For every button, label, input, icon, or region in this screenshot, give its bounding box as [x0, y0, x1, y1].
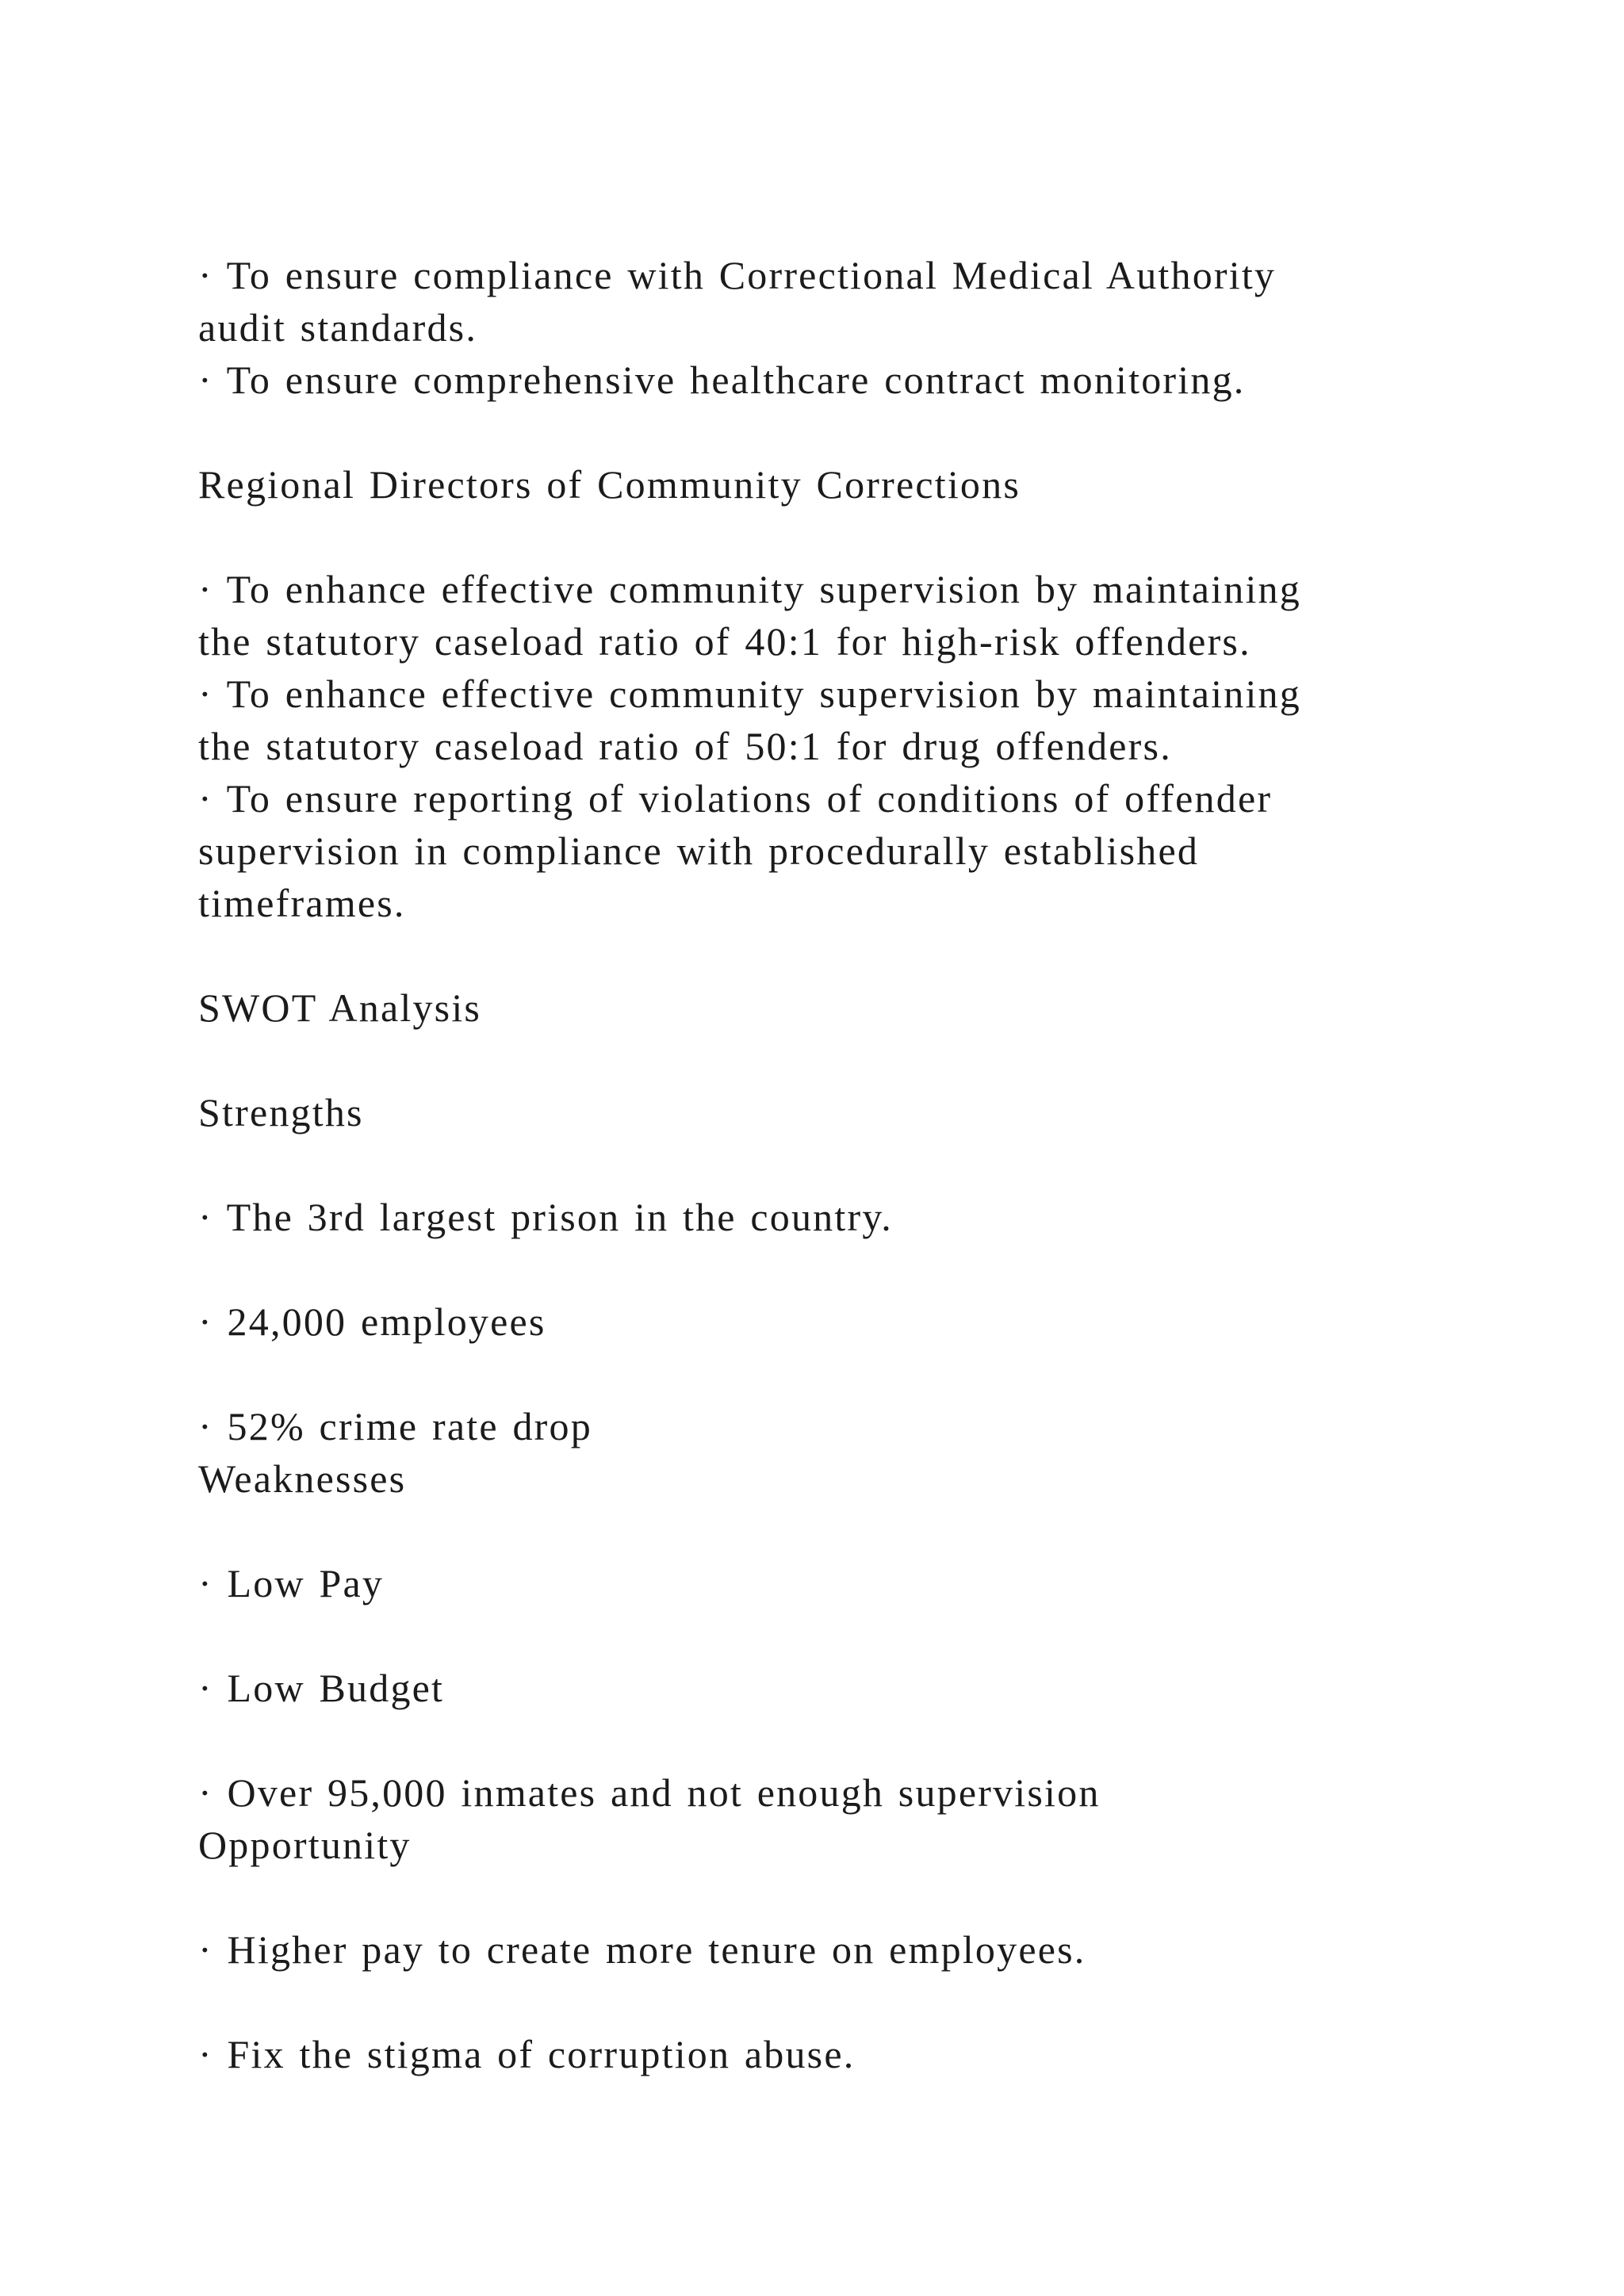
paragraph-spacer	[198, 1505, 1451, 1557]
bullet-line: · To ensure comprehensive healthcare contract monitoring.	[198, 358, 1246, 402]
bullet-line-continued: the statutory caseload ratio of 40:1 for high-risk offenders.	[198, 619, 1251, 664]
bullet-line: · To enhance effective community supervision by maintaining	[198, 567, 1301, 611]
section-heading: Regional Directors of Community Corrections	[198, 462, 1021, 507]
weakness-item: · Low Budget	[198, 1666, 445, 1710]
bullet-line: · To ensure compliance with Correctional Medical Authority	[198, 253, 1277, 297]
weakness-item: · Over 95,000 inmates and not enough supervision	[198, 1770, 1101, 1815]
opportunity-item: · Higher pay to create more tenure on employees.	[198, 1927, 1086, 1972]
bullet-line-continued: supervision in compliance with procedurally established	[198, 828, 1200, 873]
paragraph-spacer	[198, 1034, 1451, 1086]
opportunity-heading: Opportunity	[198, 1823, 412, 1867]
strength-item: · 24,000 employees	[198, 1299, 546, 1344]
document-body	[198, 249, 1451, 2080]
bullet-line: · To enhance effective community supervision by maintaining	[198, 672, 1301, 716]
bullet-line-continued: audit standards.	[198, 305, 478, 350]
paragraph-spacer	[198, 929, 1451, 982]
weakness-item: · Low Pay	[198, 1561, 385, 1605]
paragraph-spacer	[198, 1138, 1451, 1191]
paragraph-spacer	[198, 1871, 1451, 1923]
paragraph-spacer	[198, 1609, 1451, 1662]
paragraph-spacer	[198, 1348, 1451, 1400]
strength-item: · The 3rd largest prison in the country.	[198, 1195, 893, 1239]
bullet-line: · To ensure reporting of violations of conditions of offender	[198, 776, 1273, 821]
paragraph-spacer	[198, 511, 1451, 563]
paragraph-spacer	[198, 1976, 1451, 2028]
paragraph-spacer	[198, 1714, 1451, 1766]
bullet-line-continued: the statutory caseload ratio of 50:1 for drug offenders.	[198, 724, 1172, 768]
bullet-line-continued: timeframes.	[198, 881, 406, 925]
paragraph-spacer	[198, 1243, 1451, 1295]
weaknesses-heading: Weaknesses	[198, 1456, 407, 1501]
strength-item: · 52% crime rate drop	[198, 1404, 592, 1448]
strengths-heading: Strengths	[198, 1090, 364, 1135]
swot-heading: SWOT Analysis	[198, 985, 482, 1030]
opportunity-item: · Fix the stigma of corruption abuse.	[198, 2032, 856, 2076]
paragraph-spacer	[198, 406, 1451, 458]
